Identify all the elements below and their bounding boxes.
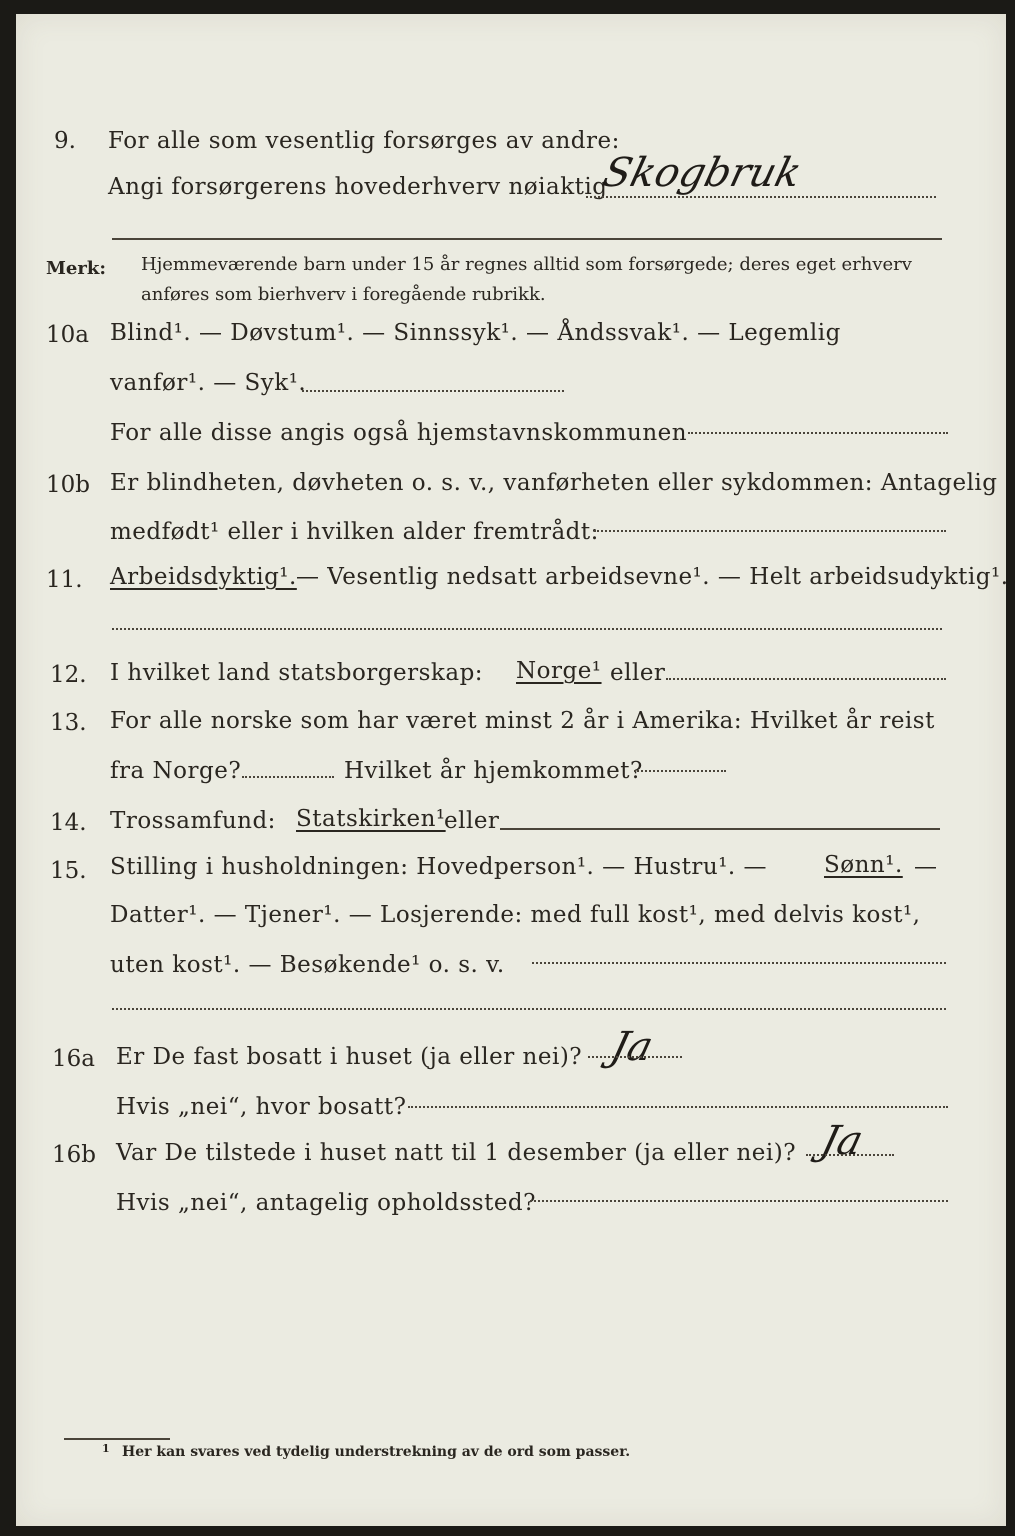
q14-answer-line [500, 828, 940, 830]
q13-number: 13. [50, 710, 87, 736]
q10a-line3: For alle disse angis også hjemstavnskommunen [110, 420, 688, 446]
q16b-line2: Hvis „nei“, antagelig opholdssted? [116, 1190, 536, 1216]
q10a-number: 10a [46, 322, 89, 348]
q15-answer-line [532, 962, 946, 964]
q10b-line1: Er blindheten, døvheten o. s. v., vanførheten eller sykdommen: Antagelig [110, 470, 998, 496]
q15-extra-line [112, 1008, 946, 1010]
q9-answer-handwritten: Skogbruk [598, 150, 806, 196]
q16a-line1: Er De fast bosatt i huset (ja eller nei)? [116, 1044, 583, 1070]
merk-line2: anføres som bierhverv i foregående rubrikk. [141, 284, 546, 305]
q11-rest: — Vesentlig nedsatt arbeidsevne¹. — Helt arbeidsudyktig¹. [296, 564, 1009, 590]
q13-line2b: Hvilket år hjemkommet? [344, 758, 643, 784]
q10b-number: 10b [46, 472, 90, 498]
q12-option-norge: Norge¹ [516, 658, 602, 684]
q16b-number: 16b [52, 1142, 96, 1168]
q11-extra-line [112, 628, 942, 630]
q9-number: 9. [54, 128, 76, 154]
merk-line1: Hjemmeværende barn under 15 år regnes alltid som forsørgede; deres eget erhverv [141, 254, 912, 275]
q13-hjemkommet-line [634, 770, 726, 772]
q9-extra-line [112, 238, 942, 240]
q13-reist-line [242, 776, 334, 778]
q12-number: 12. [50, 662, 87, 688]
q13-line2a: fra Norge? [110, 758, 242, 784]
q13-line1: For alle norske som har været minst 2 år i Amerika: Hvilket år reist [110, 708, 935, 734]
q16b-line1: Var De tilstede i huset natt til 1 desember (ja eller nei)? [116, 1140, 797, 1166]
q16a-answer-line [588, 1056, 682, 1058]
merk-label: Merk: [46, 258, 106, 279]
q14-text: Trossamfund: [110, 808, 276, 834]
q16b-answer-handwritten: Ja [816, 1118, 868, 1164]
census-form-page [16, 14, 1009, 1526]
q10a-kommune-line [688, 432, 948, 434]
q10b-alder-line [594, 530, 946, 532]
footnote-mark: 1 [102, 1442, 110, 1455]
q9-line1: For alle som vesentlig forsørges av andre: [108, 128, 620, 154]
q10a-line2: vanfør¹. — Syk¹. [110, 370, 307, 396]
q10a-syk-line [302, 390, 564, 392]
q15-line1a: Stilling i husholdningen: Hovedperson¹. — Hustru¹. — [110, 854, 768, 880]
q14-option-statskirken: Statskirken¹ [296, 806, 446, 832]
footnote-rule [64, 1438, 170, 1440]
q15-line1b: — [914, 854, 938, 880]
q12-answer-line [666, 678, 946, 680]
q10a-line1: Blind¹. — Døvstum¹. — Sinnssyk¹. — Åndssvak¹. — Legemlig [110, 320, 841, 346]
q15-option-sonn: Sønn¹. [824, 852, 903, 878]
q15-number: 15. [50, 858, 87, 884]
q12-text: I hvilket land statsborgerskap: [110, 660, 484, 686]
q15-line3: uten kost¹. — Besøkende¹ o. s. v. [110, 952, 505, 978]
footnote-text: Her kan svares ved tydelig understrekning av de ord som passer. [122, 1444, 631, 1460]
q16a-answer-handwritten: Ja [606, 1024, 658, 1070]
q9-answer-line [586, 196, 936, 198]
q11-number: 11. [46, 567, 83, 593]
q16b-opholdssted-line [530, 1200, 948, 1202]
q12-tail: eller [610, 660, 666, 686]
q11-option-arbeidsdyktig: Arbeidsdyktig¹. [110, 564, 297, 590]
q16a-bosatt-line [408, 1106, 948, 1108]
q10b-line2: medfødt¹ eller i hvilken alder fremtrådt: [110, 519, 599, 545]
q14-tail: eller [444, 808, 500, 834]
q14-number: 14. [50, 810, 87, 836]
q9-line2: Angi forsørgerens hovederhverv nøiaktig [108, 174, 608, 200]
q15-line2: Datter¹. — Tjener¹. — Losjerende: med full kost¹, med delvis kost¹, [110, 902, 921, 928]
q16a-line2: Hvis „nei“, hvor bosatt? [116, 1094, 407, 1120]
q16b-answer-line [806, 1154, 894, 1156]
q16a-number: 16a [52, 1046, 95, 1072]
